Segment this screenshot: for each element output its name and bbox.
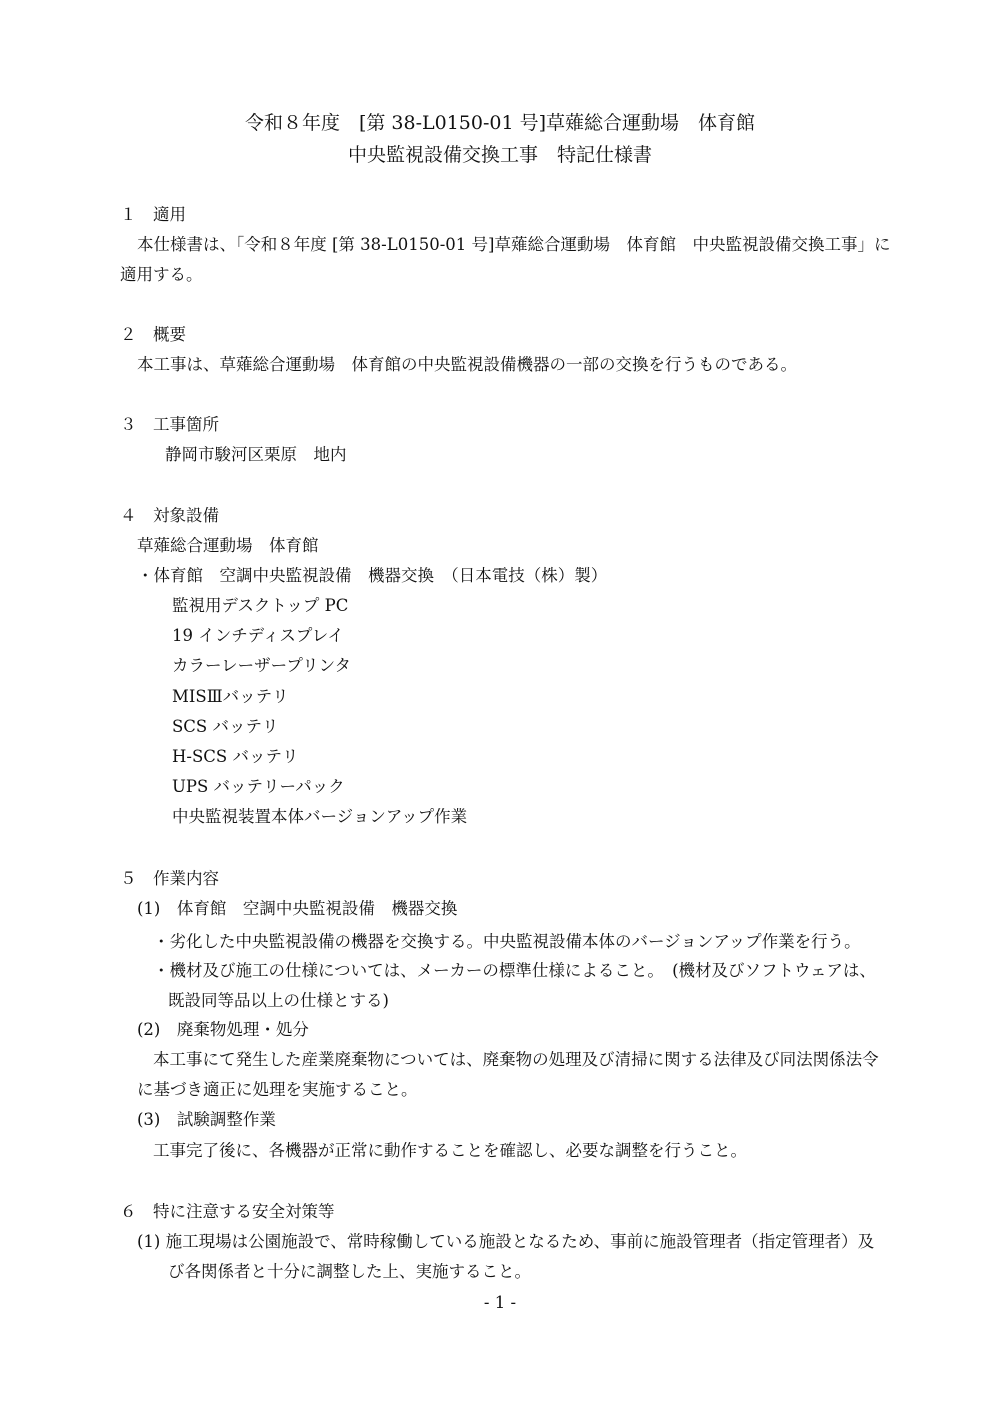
section-5-sub1-bullet2-line1: ・機材及び施工の仕様については、メーカーの標準仕様によること。 (機材及びソフトウェアは、 — [153, 961, 876, 980]
section-4-facility: 草薙総合運動場 体育館 — [137, 536, 319, 555]
document-title-line2: 中央監視設備交換工事 特記仕様書 — [347, 144, 652, 166]
equipment-item: 監視用デスクトップ PC — [172, 596, 349, 615]
equipment-item: 中央監視装置本体バージョンアップ作業 — [172, 807, 468, 826]
section-5-sub1-bullet2-line2: 既設同等品以上の仕様とする) — [168, 991, 389, 1010]
section-3-heading: ３ 工事箇所 — [120, 415, 219, 434]
equipment-item: UPS バッテリーパック — [172, 777, 345, 796]
section-5-sub1-bullet1: ・劣化した中央監視設備の機器を交換する。中央監視設備本体のバージョンアップ作業を行う。 — [153, 932, 861, 951]
section-2-heading: ２ 概要 — [120, 325, 186, 344]
page-number: - 1 - — [483, 1293, 517, 1312]
section-5-sub3-heading: (3) 試験調整作業 — [137, 1110, 276, 1129]
section-1-body-line1: 本仕様書は、「令和８年度 [第 38-L0150-01 号]草薙総合運動場 体育館 中央監視設備交換工事」に — [137, 235, 891, 254]
equipment-item: MISⅢバッテリ — [172, 687, 289, 706]
section-4-heading: ４ 対象設備 — [120, 506, 219, 525]
section-2-body: 本工事は、草薙総合運動場 体育館の中央監視設備機器の一部の交換を行うものである。 — [137, 355, 797, 374]
section-1-heading: １ 適用 — [120, 205, 186, 224]
equipment-item: H-SCS バッテリ — [172, 747, 299, 766]
section-3-body: 静岡市駿河区栗原 地内 — [165, 445, 347, 464]
section-5-sub2-body-line1: 本工事にて発生した産業廃棄物については、廃棄物の処理及び清掃に関する法律及び同法関係法令 — [153, 1050, 879, 1069]
section-4-bullet: ・体育館 空調中央監視設備 機器交換 （日本電技（株）製） — [137, 566, 608, 585]
section-6-heading: ６ 特に注意する安全対策等 — [120, 1202, 335, 1221]
document-title-line1: 令和８年度 [第 38-L0150-01 号]草薙総合運動場 体育館 — [244, 112, 756, 134]
section-6-item1-line2: び各関係者と十分に調整した上、実施すること。 — [168, 1262, 531, 1281]
section-1-body-line2: 適用する。 — [120, 265, 203, 284]
equipment-item: カラーレーザープリンタ — [172, 656, 352, 675]
equipment-item: SCS バッテリ — [172, 717, 279, 736]
section-6-item1-line1: (1) 施工現場は公園施設で、常時稼働している施設となるため、事前に施設管理者（指定管理者）及 — [137, 1232, 875, 1251]
section-5-sub2-body-line2: に基づき適正に処理を実施すること。 — [137, 1080, 418, 1099]
section-5-heading: ５ 作業内容 — [120, 869, 219, 888]
equipment-item: 19 インチディスプレイ — [172, 626, 344, 645]
section-5-sub2-heading: (2) 廃棄物処理・処分 — [137, 1020, 309, 1039]
section-5-sub1-heading: (1) 体育館 空調中央監視設備 機器交換 — [137, 899, 458, 918]
section-5-sub3-body: 工事完了後に、各機器が正常に動作することを確認し、必要な調整を行うこと。 — [153, 1141, 747, 1160]
